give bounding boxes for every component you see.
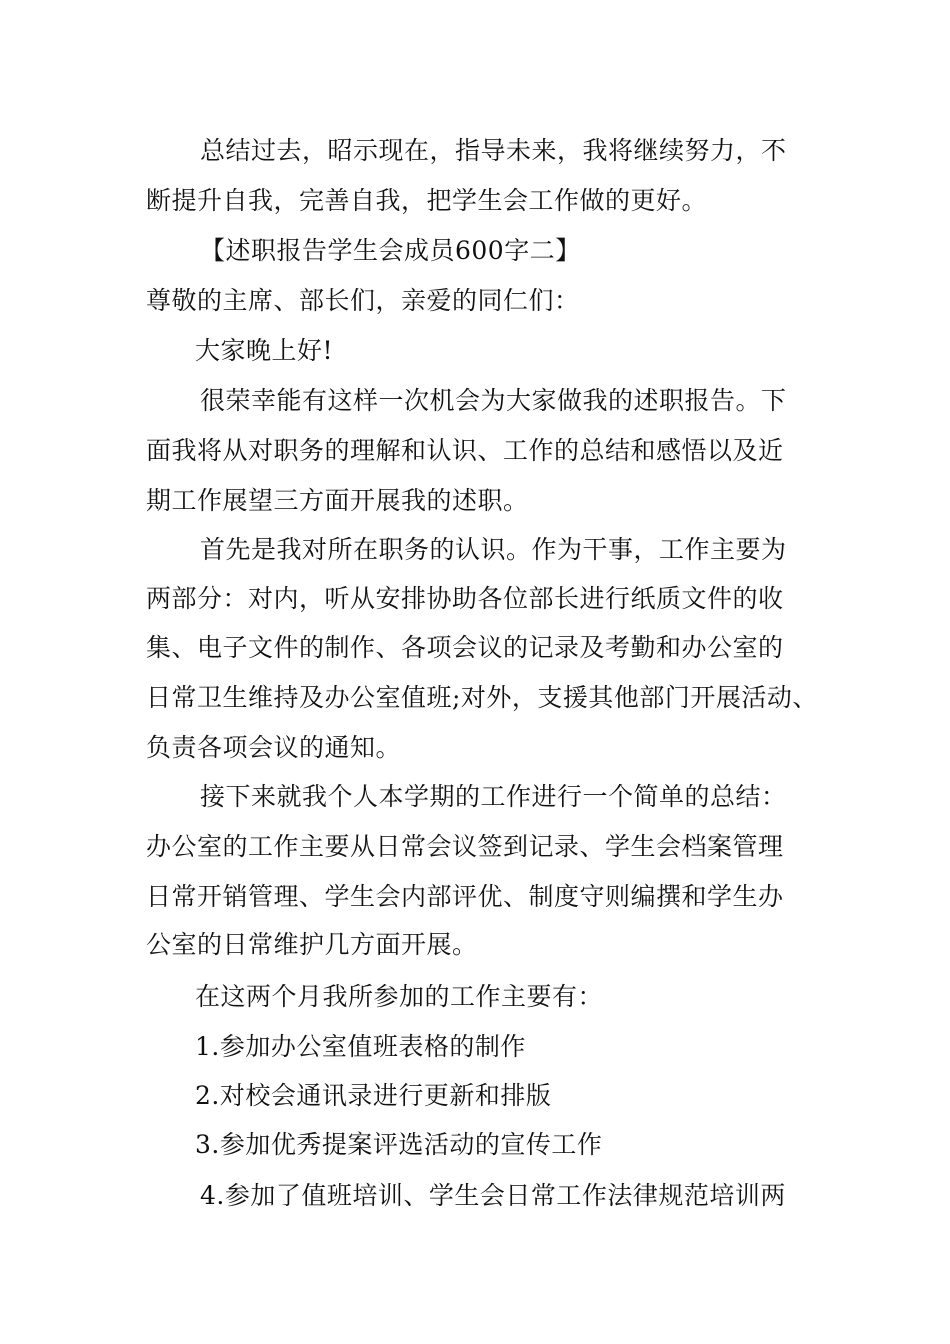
paragraph-line: 总结过去，昭示现在，指导未来，我将继续努力，不 — [200, 136, 787, 165]
paragraph-line: 公室的日常维护几方面开展。 — [146, 930, 478, 959]
salutation-line: 尊敬的主席、部长们，亲爱的同仁们： — [146, 286, 580, 315]
paragraph-line: 在这两个月我所参加的工作主要有： — [195, 982, 604, 1011]
paragraph-line: 日常开销管理、学生会内部评优、制度守则编撰和学生办 — [146, 882, 784, 911]
paragraph-line: 集、电子文件的制作、各项会议的记录及考勤和办公室的 — [146, 633, 784, 662]
paragraph-line: 办公室的工作主要从日常会议签到记录、学生会档案管理 — [146, 832, 784, 861]
paragraph-line: 接下来就我个人本学期的工作进行一个简单的总结： — [200, 782, 787, 811]
list-item: 1.参加办公室值班表格的制作 — [195, 1032, 526, 1061]
greeting-line: 大家晚上好! — [195, 336, 334, 365]
paragraph-line: 期工作展望三方面开展我的述职。 — [146, 486, 529, 515]
paragraph-line: 很荣幸能有这样一次机会为大家做我的述职报告。下 — [200, 386, 787, 415]
paragraph-line: 负责各项会议的通知。 — [146, 733, 402, 762]
paragraph-line: 两部分：对内，听从安排协助各位部长进行纸质文件的收 — [146, 584, 784, 613]
paragraph-line: 首先是我对所在职务的认识。作为干事，工作主要为 — [200, 535, 787, 564]
section-heading: 【述职报告学生会成员600字二】 — [200, 236, 581, 265]
paragraph-line: 日常卫生维持及办公室值班;对外，支援其他部门开展活动、 — [146, 683, 818, 712]
list-item: 4.参加了值班培训、学生会日常工作法律规范培训两 — [200, 1181, 786, 1210]
paragraph-line: 面我将从对职务的理解和认识、工作的总结和感悟以及近 — [146, 436, 784, 465]
paragraph-line: 断提升自我，完善自我，把学生会工作做的更好。 — [146, 186, 708, 215]
list-item: 3.参加优秀提案评选活动的宣传工作 — [195, 1130, 603, 1159]
list-item: 2.对校会通讯录进行更新和排版 — [195, 1081, 552, 1110]
